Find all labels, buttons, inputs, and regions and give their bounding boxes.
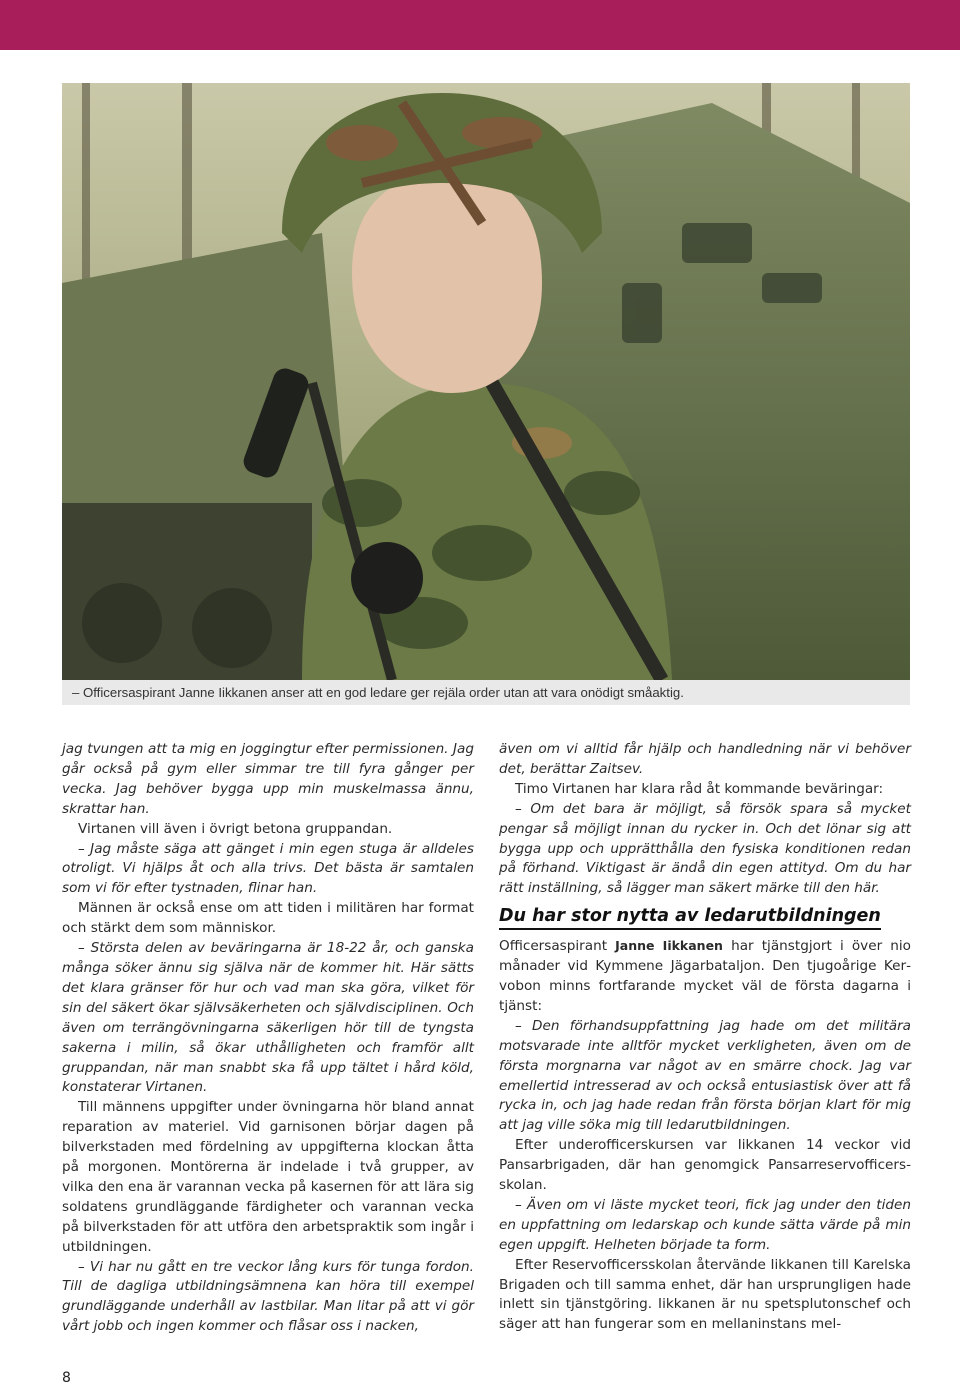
person-name: Janne Iikkanen xyxy=(615,938,723,954)
text-run: Till männens uppgifter under övningarna hör bland annat reparation av materiel. Vid garnisonen börjar dagen på bilverkstaden med fördelning av uppgifterna klockan åtta på morgonen. Montörerna är indelade i två grupper, av vilka den ena är varannan vecka på kasernen för att lära sig soldatens grundläggande färdigheter och varannan vecka på bilverkstaden för att utföra den arbetspraktik som ingår i utbildningen. xyxy=(62,1099,474,1255)
paragraph xyxy=(499,780,911,800)
paragraph xyxy=(62,740,474,820)
text-run: Efter underofficerskursen var Iikkanen 14 veckor vid Pansarbrigaden, där han genomgick Pansarreservofficersskolan. xyxy=(499,1137,911,1194)
text-run: Männen är också ense om att tiden i militären har format och stärkt dem som människor. xyxy=(62,900,474,937)
paragraph xyxy=(62,840,474,900)
text-run: Virtanen vill även i övrigt betona gruppandan. xyxy=(78,820,393,837)
paragraph xyxy=(62,820,474,840)
soldier-photo-illustration xyxy=(62,83,910,680)
paragraph xyxy=(499,740,911,780)
paragraph xyxy=(499,1017,911,1136)
paragraph xyxy=(499,936,911,1017)
paragraph xyxy=(62,1098,474,1257)
paragraph xyxy=(499,1196,911,1256)
section-subheading: Du har stor nytta av ledarutbildningen xyxy=(499,907,881,930)
paragraph xyxy=(499,1136,911,1196)
text-run: Efter Reservofficersskolan återvände Iikkanen till Karelska Brigaden och till samma enhet, där han ursprungligen hade inlett sin tjänstgöring. Iikkanen är nu spetsplutonschef och säger att han fungerar som en mellaninstans mel- xyxy=(499,1256,911,1333)
text-run: Timo Virtanen har klara råd åt kommande beväringar: xyxy=(515,780,884,797)
text-run: – Jag måste säga att gänget i min egen stuga är alldeles otroligt. Vi hjälps åt och alla trivs. Det bästa är samtalen som vi för efter tystnaden, flinar han. xyxy=(62,840,474,897)
text-run: – Den förhandsuppfattning jag hade om det militära motsvarade inte alltför mycket verkligheten, även om de första morgnarna var något av en smärre chock. Jag var emellertid intresserad av och också entusiastisk över att få rycka in, och jag hade redan från första början klart för mig att jag ville söka mig till ledarutbildningen. xyxy=(499,1017,911,1134)
paragraph xyxy=(499,800,911,900)
paragraph xyxy=(62,939,474,1098)
text-run: – Om det bara är möjligt, så försök spara så mycket pengar så möjligt innan du rycker in. Och det lönar sig att bygga upp och upprätthålla den fysiska konditionen redan på förhand. Viktigast är ändå din egen attityd. Om du har rätt inställning, så lägger man säkert märke till den här. xyxy=(499,800,911,897)
text-run: – Vi har nu gått en tre veckor lång kurs för tunga fordon. Till de dagliga utbildningsämnena kan höra till exempel grundläggande underhåll av lastbilar. Man litar på att vi gör vårt jobb och ingen kommer och flåsar oss i nacken, xyxy=(62,1258,474,1335)
soldier-photo xyxy=(62,83,910,680)
page-number: 8 xyxy=(62,1370,71,1386)
text-run: – Största delen av beväringarna är 18-22 år, och ganska många söker ännu sig själva när de kommer hit. Här sätts det klara gränser för hur och vad man ska göra, vilket för sin del säkert ökar självsäkerheten och självdisciplinen. Och även om terrängövningarna säkerligen hör till de tyngsta sakerna i milin, så ökar uthålligheten och framför allt gruppandan, när man snabbt ska få upp tältet i hård köld, konstaterar Virtanen. xyxy=(62,940,474,1096)
text-run: även om vi alltid får hjälp och handledning när vi behöver det, berättar Zaitsev. xyxy=(499,741,911,777)
paragraph xyxy=(62,1258,474,1338)
right-column-intro xyxy=(499,740,911,899)
top-color-band xyxy=(0,0,960,50)
text-run: har tjänstgjort i över nio månader vid Kymmene Jägarbataljon. Den tjugoårige Kervobon minns fortfarande mycket väl de första dagarna i tjänst: xyxy=(499,938,911,1014)
right-column-body xyxy=(499,936,911,1335)
left-text-column xyxy=(62,740,474,1337)
photo-caption: – Officersaspirant Janne Iikkanen anser att en god ledare ger rejäla order utan att vara onödigt småaktig. xyxy=(72,685,684,700)
paragraph xyxy=(62,899,474,939)
right-text-column xyxy=(499,740,911,1335)
photo-caption-bar xyxy=(62,680,910,705)
paragraph xyxy=(499,1256,911,1336)
text-run: – Även om vi läste mycket teori, fick jag under den tiden en uppfattning om ledarskap och kunde sätta värde på min egen uppgift. Helheten började ta form. xyxy=(499,1196,911,1253)
text-run: jag tvungen att ta mig en joggingtur efter permissionen. Jag går också på gym eller simmar tre till fyra gånger per vecka. Jag behöver bygga upp min muskelmassa ännu, skrattar han. xyxy=(62,741,474,817)
text-run: Officersaspirant xyxy=(499,938,616,955)
